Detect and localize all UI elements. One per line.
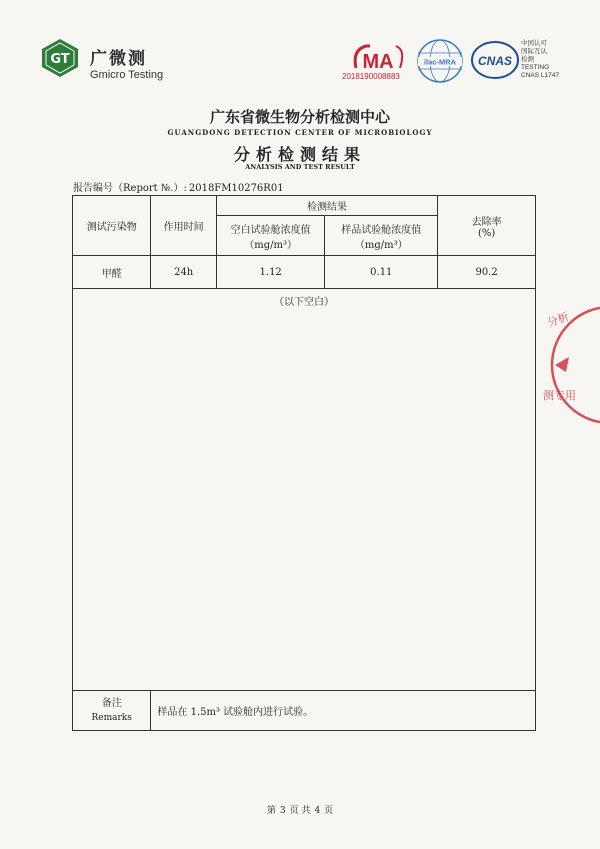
header-sample-conc bbox=[325, 216, 438, 256]
cnas-text: CNAS bbox=[477, 54, 513, 68]
logo-mark: GT bbox=[50, 52, 70, 67]
cnas-line: CNAS L1747 bbox=[521, 72, 559, 79]
gmicro-logo-icon bbox=[40, 38, 80, 78]
cnas-line: 检测 bbox=[521, 56, 534, 63]
cma-number: 2018190008883 bbox=[342, 72, 400, 81]
remarks-text: 样品在 1.5m³ 试验舱内进行试验。 bbox=[151, 691, 536, 731]
sample-conc-unit: （mg/m³） bbox=[354, 239, 408, 251]
header-blank-conc bbox=[216, 216, 324, 256]
seal-text-top: 分析 bbox=[545, 310, 571, 330]
sample-conc-label: 样品试验舱浓度值 bbox=[341, 224, 422, 236]
header-results-group: 检测结果 bbox=[216, 196, 437, 216]
header-pollutant: 测试污染物 bbox=[73, 196, 151, 256]
remarks-label-en: Remarks bbox=[91, 712, 132, 723]
page-current: 3 bbox=[279, 806, 286, 816]
brand-name-en: Gmicro Testing bbox=[90, 69, 164, 81]
page-prefix: 第 bbox=[266, 806, 276, 816]
removal-rate-label: 去除率 bbox=[471, 216, 502, 228]
remarks-label bbox=[73, 691, 151, 731]
cell-removal: 90.2 bbox=[438, 256, 536, 289]
empty-note: （以下空白） bbox=[274, 297, 334, 308]
cnas-logo-icon bbox=[470, 40, 520, 80]
page-mid: 页 共 bbox=[289, 806, 311, 816]
header-removal-rate bbox=[438, 196, 536, 256]
remarks-label-cn: 备注 bbox=[101, 697, 122, 709]
report-number bbox=[73, 179, 286, 194]
blank-area bbox=[73, 289, 536, 691]
cell-duration: 24h bbox=[151, 256, 217, 289]
ilac-text: ilac-MRA bbox=[423, 57, 457, 67]
blank-conc-unit: （mg/m³） bbox=[244, 239, 298, 251]
official-seal-icon bbox=[535, 295, 600, 435]
removal-rate-unit: (%) bbox=[477, 227, 496, 239]
table-row bbox=[73, 256, 536, 289]
brand-name-cn: 广微测 bbox=[90, 49, 147, 69]
ilac-logo-icon bbox=[414, 38, 466, 84]
seal-text-bottom: 测专用 bbox=[543, 389, 576, 402]
organization-title: 广东省微生物分析检测中心 bbox=[209, 108, 390, 126]
cma-text: MA bbox=[362, 51, 394, 73]
cnas-line: 中国认可 bbox=[521, 40, 547, 47]
report-number-value: 2018FM10276R01 bbox=[188, 183, 284, 194]
report-title: 分析检测结果 bbox=[233, 145, 366, 164]
page-total: 4 bbox=[314, 806, 321, 816]
report-number-label: 报告编号（Report №.）: bbox=[73, 183, 187, 194]
cell-blank: 1.12 bbox=[216, 256, 324, 289]
organization-title-en: GUANGDONG DETECTION CENTER OF MICROBIOLOGY bbox=[167, 128, 433, 137]
report-title-en: ANALYSIS AND TEST RESULT bbox=[245, 163, 355, 171]
page-number bbox=[0, 803, 600, 816]
cell-sample: 0.11 bbox=[325, 256, 438, 289]
header-duration: 作用时间 bbox=[151, 196, 217, 256]
blank-conc-label: 空白试验舱浓度值 bbox=[230, 224, 311, 236]
cell-pollutant: 甲醛 bbox=[73, 256, 151, 289]
cnas-accreditation-text bbox=[521, 40, 559, 80]
page-suffix: 页 bbox=[324, 806, 334, 816]
cnas-line: 国际互认 bbox=[521, 48, 547, 55]
results-table bbox=[72, 195, 536, 731]
cnas-line: TESTING bbox=[521, 64, 550, 71]
